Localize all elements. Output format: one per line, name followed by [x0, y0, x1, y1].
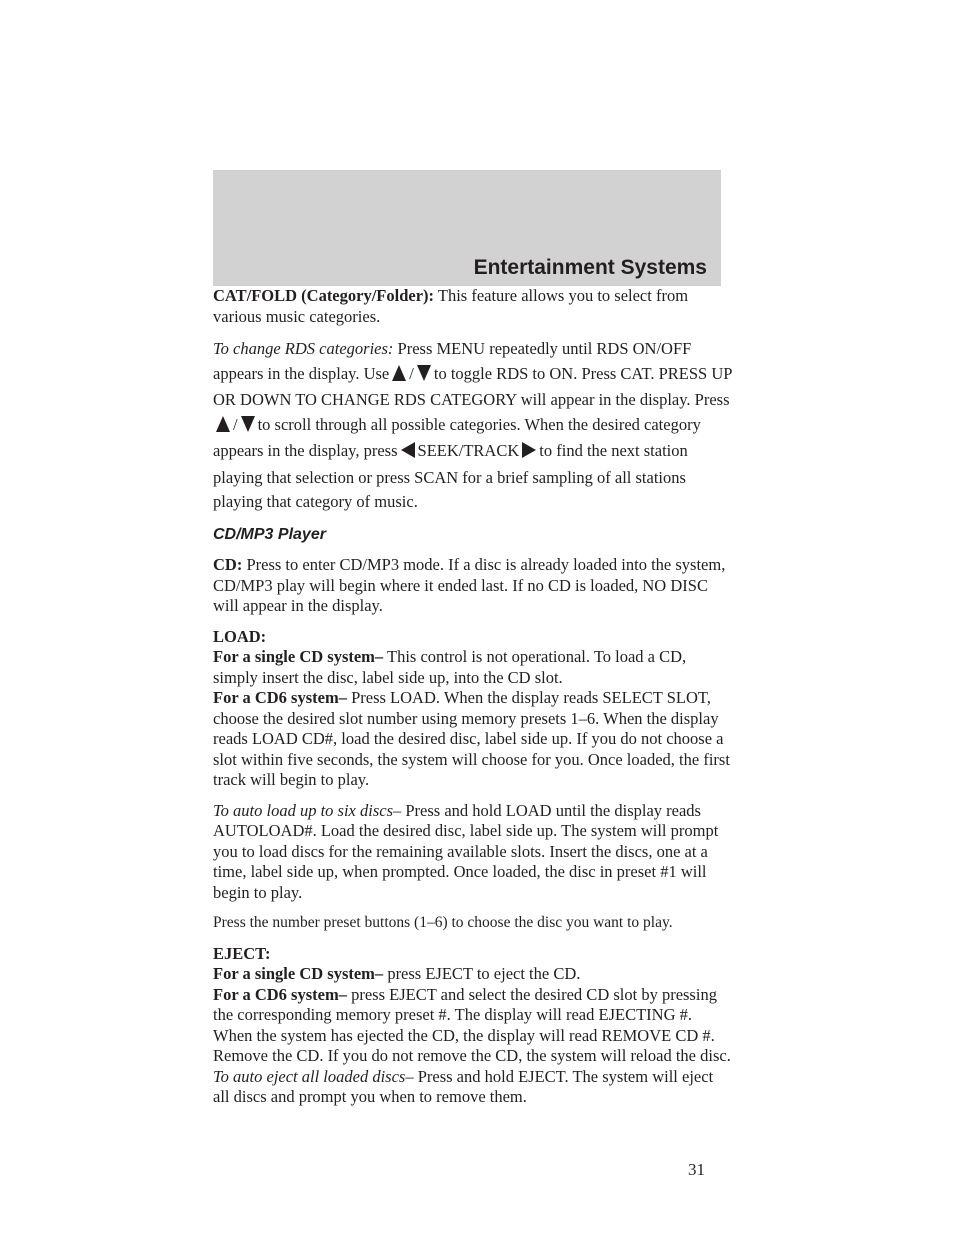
- auto-eject-text: – Press and hold EJECT. The system will eject all discs and prompt you when to remove them.: [213, 1066, 714, 1106]
- eject-cd6-paragraph: [213, 985, 733, 1067]
- left-arrow-icon: [401, 441, 415, 466]
- load-single-paragraph: [213, 647, 733, 688]
- load-label: LOAD:: [213, 626, 267, 646]
- up-arrow-icon: [216, 415, 230, 440]
- section-title: Entertainment Systems: [473, 256, 707, 279]
- rds-lead: To change RDS categories:: [213, 339, 394, 358]
- eject-label: EJECT:: [213, 943, 271, 963]
- rds-slash-1: /: [409, 363, 414, 383]
- right-arrow-icon: [522, 441, 536, 466]
- eject-heading: [213, 944, 733, 965]
- load-cd6-text: Press LOAD. When the display reads SELECT SLOT, choose the desired slot number using memory presets 1–6. When the display reads LOAD CD#, load the desired disc, label side up. If you do not choose a slot within five seconds, the system will choose for you. Once loaded, the first track will begin to play.: [213, 688, 730, 789]
- eject-single-paragraph: [213, 964, 733, 985]
- rds-slash-2: /: [233, 414, 238, 434]
- page-number: 31: [688, 1160, 705, 1179]
- cd-paragraph: [213, 555, 733, 617]
- down-arrow-icon: [417, 364, 431, 389]
- auto-eject-lead: To auto eject all loaded discs: [213, 1066, 406, 1086]
- eject-single-label: For a single CD system–: [213, 964, 384, 983]
- load-heading: [213, 627, 733, 648]
- preset-note: Press the number preset buttons (1–6) to choose the disc you want to play.: [213, 914, 673, 931]
- rds-text-4: to find the next station playing that selection or press SCAN for a brief sampling of all stations playing that category of music.: [213, 441, 688, 511]
- header-band: [213, 170, 721, 286]
- cat-fold-text: This feature allows you to select from various music categories.: [213, 286, 689, 326]
- up-arrow-icon: [392, 364, 406, 389]
- rds-text-3: to scroll through all possible categories. When the desired category appears in the display, press: [213, 414, 701, 460]
- eject-single-text: press EJECT to eject the CD.: [383, 964, 581, 983]
- cd-label: CD:: [213, 555, 243, 574]
- eject-cd6-text: press EJECT and select the desired CD slot by pressing the corresponding memory preset #. The display will read EJECTING #. When the system has ejected the CD, the display will read REMOVE CD #. Remove the CD. If you do not remove the CD, the system will reload the disc.: [213, 984, 731, 1065]
- eject-cd6-label: For a CD6 system–: [213, 984, 347, 1004]
- rds-paragraph: [213, 337, 733, 515]
- auto-load-paragraph: [213, 801, 733, 904]
- cat-fold-label: CAT/FOLD (Category/Folder):: [213, 286, 435, 305]
- load-single-text: This control is not operational. To load a CD, simply insert the disc, label side up, into the CD slot.: [213, 647, 687, 687]
- cat-fold-paragraph: [213, 286, 733, 327]
- seek-track-label: SEEK/TRACK: [417, 441, 520, 460]
- auto-load-lead: To auto load up to six discs: [213, 800, 393, 820]
- cd-text: Press to enter CD/MP3 mode. If a disc is already loaded into the system, CD/MP3 play will begin where it ended last. If no CD is loaded, NO DISC will appear in the display.: [213, 555, 726, 615]
- rds-text-2: to toggle RDS to ON. Press CAT. PRESS UP OR DOWN TO CHANGE RDS CATEGORY will appear in the display. Press: [213, 363, 732, 409]
- cd-section-heading: CD/MP3 Player: [213, 525, 326, 543]
- load-cd6-paragraph: [213, 688, 733, 791]
- down-arrow-icon: [241, 415, 255, 440]
- load-cd6-label: For a CD6 system–: [213, 688, 347, 707]
- auto-eject-paragraph: [213, 1067, 733, 1108]
- rds-text-1: Press MENU repeatedly until RDS ON/OFF appears in the display. Use: [213, 339, 692, 383]
- auto-load-text: – Press and hold LOAD until the display reads AUTOLOAD#. Load the desired disc, label side up. The system will prompt you to load discs for the remaining available slots. Insert the discs, one at a time, label side up, when prompted. Once loaded, the disc in preset #1 will begin to play.: [213, 800, 719, 902]
- load-single-label: For a single CD system–: [213, 647, 384, 666]
- page-content: [213, 286, 733, 1108]
